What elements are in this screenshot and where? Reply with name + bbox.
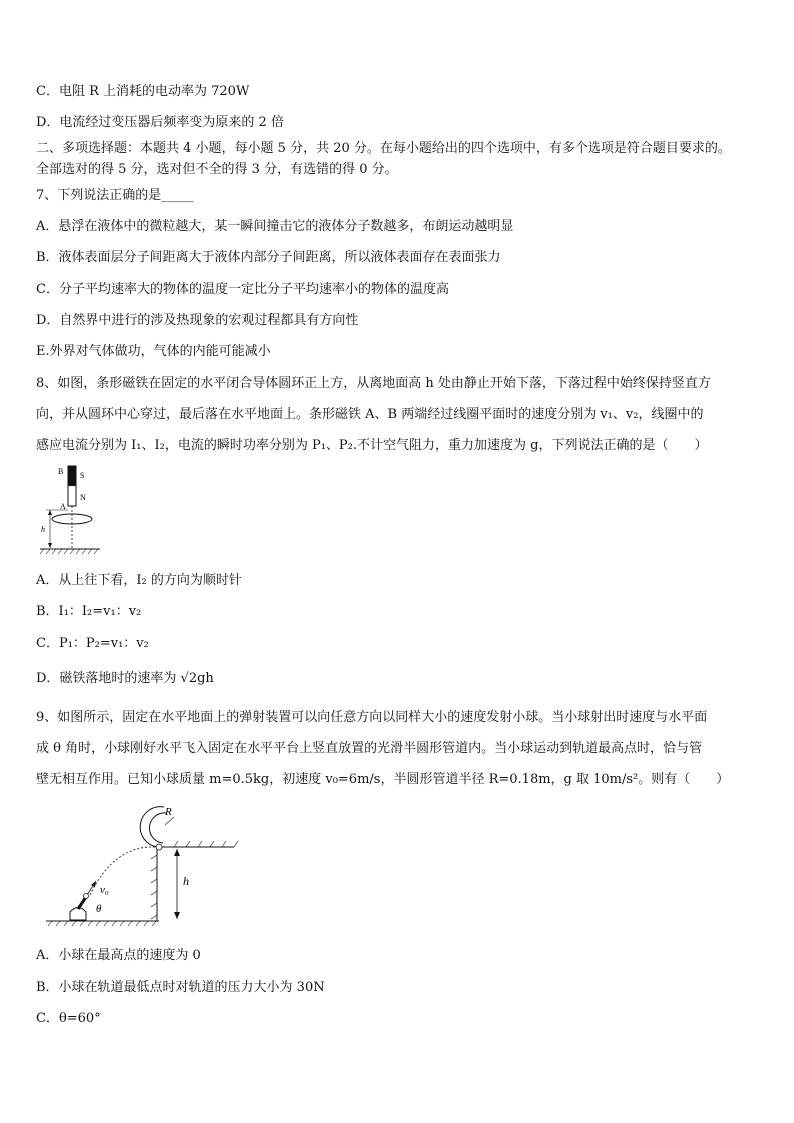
initial-velocity-label: v₀: [100, 884, 109, 896]
question-9-stem-2: 成 θ 角时，小球刚好水平飞入固定在水平平台上竖直放置的光滑半圆形管道内。当小球运动到轨道最高点时，恰与管: [36, 741, 703, 756]
question-9-stem-3: 壁无相互作用。已知小球质量 m=0.5kg，初速度 v₀=6m/s，半圆形管道半径 R=0.18m，g 取 10m/s²。则有（ ）: [36, 772, 730, 787]
question-8-stem-1: 8、如图，条形磁铁在固定的水平闭合导体圆环正上方，从离地面高 h 处由静止开始下落，下落过程中始终保持竖直方: [36, 376, 711, 391]
question-9-option-c: C．θ=60°: [36, 1011, 101, 1026]
ball-at-launch: [84, 894, 89, 899]
question-8-stem-2: 向，并从圆环中心穿过，最后落在水平地面上。条形磁铁 A、B 两端经过线圈平面时的速度分别为 v₁、v₂，线圈中的: [36, 407, 704, 422]
magnet-label-a: A: [60, 502, 66, 511]
question-7-option-c: C．分子平均速率大的物体的温度一定比分子平均速率小的物体的温度高: [36, 282, 449, 297]
question-8-figure: [38, 462, 118, 562]
question-8-option-a: A．从上往下看，I₂ 的方向为顺时针: [36, 573, 242, 588]
magnet-label-n: N: [80, 493, 86, 502]
section-heading-2: 全部选对的得 5 分，选对但不全的得 3 分，有选错的得 0 分。: [36, 162, 398, 177]
magnet-south-half: [68, 466, 76, 486]
height-label: h: [183, 874, 189, 888]
height-label: h: [41, 525, 45, 534]
question-9-figure: [44, 797, 244, 932]
angle-label: θ: [96, 903, 102, 915]
radius-label: R: [165, 806, 172, 818]
question-8-option-b: B．I₁：I₂=v₁：v₂: [36, 604, 142, 619]
tube-inner: [149, 813, 166, 843]
question-7-option-a: A．悬浮在液体中的微粒越大，某一瞬间撞击它的液体分子数越多，布朗运动越明显: [36, 219, 514, 234]
magnet-label-b: B: [58, 467, 64, 476]
platform-edge: [157, 847, 234, 921]
tube-outer: [140, 807, 164, 847]
question-8-stem-3: 感应电流分别为 I₁、I₂，电流的瞬时功率分别为 P₁、P₂.不计空气阻力，重力加速度为 g，下列说法正确的是（ ）: [36, 438, 708, 453]
question-9-stem-1: 9、如图所示，固定在水平地面上的弹射装置可以向任意方向以同样大小的速度发射小球。当小球射出时速度与水平面: [36, 710, 708, 725]
magnet-label-s: S: [80, 471, 85, 480]
question-9-option-a: A．小球在最高点的速度为 0: [36, 948, 201, 963]
question-9-option-b: B．小球在轨道最低点时对轨道的压力大小为 30N: [36, 980, 325, 995]
question-7-option-e: E.外界对气体做功，气体的内能可能减小: [36, 344, 271, 359]
ball-at-entry: [156, 844, 162, 850]
option-d-prev: D．电流经过变压器后频率变为原来的 2 倍: [36, 115, 284, 130]
launcher-barrel: [78, 897, 86, 909]
question-7-option-b: B．液体表面层分子间距离大于液体内部分子间距离，所以液体表面存在表面张力: [36, 250, 501, 265]
question-7-option-d: D．自然界中进行的涉及热现象的宏观过程都具有方向性: [36, 313, 359, 328]
section-heading-1: 二、多项选择题：本题共 4 小题，每小题 5 分，共 20 分。在每小题给出的四个选项中，有多个选项是符合题目要求的。: [36, 141, 731, 156]
option-c-prev: C．电阻 R 上消耗的电动率为 720W: [36, 84, 250, 99]
question-8-option-d: D．磁铁落地时的速率为 √2gh: [36, 671, 214, 686]
launcher-base: [70, 908, 86, 921]
question-8-option-c: C．P₁：P₂=v₁：v₂: [36, 636, 149, 651]
question-7-stem: 7、下列说法正确的是_____: [36, 188, 194, 203]
